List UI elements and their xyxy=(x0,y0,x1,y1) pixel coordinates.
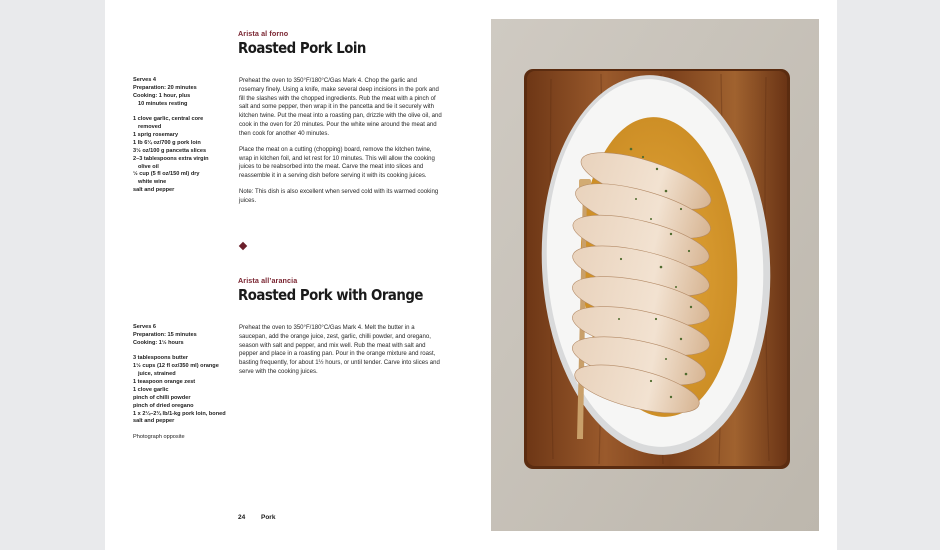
ingredient: juice, strained xyxy=(138,371,176,378)
photo-reference-note: Photograph opposite xyxy=(133,433,185,440)
recipe-2-title: Roasted Pork with Orange xyxy=(238,286,423,304)
ingredient: 2–3 tablespoons extra virgin xyxy=(133,155,209,162)
recipe-2-sidebar xyxy=(133,324,231,442)
recipe-2-ingredients xyxy=(133,355,231,426)
recipe-1-sidebar xyxy=(133,77,231,195)
book-spread xyxy=(105,0,837,550)
recipe-1-title: Roasted Pork Loin xyxy=(238,39,366,57)
ingredient: salt and pepper xyxy=(133,418,175,425)
ingredient: pinch of chilli powder xyxy=(133,394,191,401)
method-paragraph: Preheat the oven to 350°F/180°C/Gas Mark 4. Chop the garlic and rosemary finely. Using a knife, make several deep incisions in the pork and fill the slashes with the chopped ingredients. Rub the meat with a pinch of salt and some pepper, then wrap it in the pancetta and tie it securely with kitchen twine. Put the meat into a roasting pan, drizzle with the olive oil, and cook in the oven for 20 minutes. Pour the white wine around the meat and then cook for another 40 minutes. xyxy=(239,78,442,137)
meta-line: Cooking: 1½ hours xyxy=(133,339,184,346)
ingredient: 3 tablespoons butter xyxy=(133,355,189,362)
ingredient: 1 clove garlic xyxy=(133,386,169,393)
method-paragraph: Place the meat on a cutting (chopping) board, remove the kitchen twine, wrap in kitchen foil, and let rest for 10 minutes. This will allow the cooking juices to be reabsorbed into the meat. Carve the meat into slices and reassemble it in a serving dish before serving it with its cooking juices. xyxy=(239,146,435,179)
ingredient: 1 lb 6¼ oz/700 g pork loin xyxy=(133,139,201,146)
ingredient: 1 sprig rosemary xyxy=(133,131,179,138)
photo-illustration xyxy=(491,19,819,531)
recipe-1-meta xyxy=(133,77,231,109)
meta-line: Serves 6 xyxy=(133,324,157,330)
method-paragraph: Preheat the oven to 350°F/180°C/Gas Mark 4. Melt the butter in a saucepan, add the orange juice, zest, garlic, chilli powder, and oregano, season with salt and pepper, and mix well. Rub the meat with salt and pepper and place in a roasting pan. Pour in the orange mixture and roast, basting frequently, for about 1½ hours, or until tender. Carve into slices and serve with the cooking juices. xyxy=(239,325,440,375)
page-section: Pork xyxy=(261,514,276,521)
recipe-1-method xyxy=(239,77,442,213)
ingredient: 1½ cups (12 fl oz/350 ml) orange xyxy=(133,363,219,370)
ingredient: removed xyxy=(138,124,162,131)
ingredient: salt and pepper xyxy=(133,187,175,194)
ingredient: pinch of dried oregano xyxy=(133,402,194,409)
ingredient: ½ cup (5 fl oz/150 ml) dry xyxy=(133,171,200,178)
meta-line: 10 minutes resting xyxy=(138,100,188,107)
section-divider-diamond-icon xyxy=(239,242,247,250)
ingredient: 1 teaspoon orange zest xyxy=(133,378,196,385)
meta-line: Preparation: 20 minutes xyxy=(133,84,197,91)
page-number: 24 xyxy=(238,514,246,521)
ingredient: 1 clove garlic, central core xyxy=(133,116,204,123)
sliced-pork-loin-photo xyxy=(491,19,819,531)
recipe-2-method xyxy=(239,324,442,384)
meta-line: Cooking: 1 hour, plus xyxy=(133,92,191,99)
recipe-1-ingredients xyxy=(133,116,231,195)
recipe-2-meta xyxy=(133,324,231,348)
recipe-1-kicker: Arista al forno xyxy=(238,29,289,38)
ingredient: olive oil xyxy=(138,163,159,170)
ingredient: 3½ oz/100 g pancetta slices xyxy=(133,147,207,154)
meta-line: Preparation: 15 minutes xyxy=(133,331,197,338)
ingredient: 1 x 2¼–2¾ lb/1-kg pork loin, boned xyxy=(133,410,226,417)
recipe-2-kicker: Arista all’arancia xyxy=(238,276,298,285)
method-paragraph: Note: This dish is also excellent when served cold with its warmed cooking juices. xyxy=(239,189,439,204)
meta-line: Serves 4 xyxy=(133,77,157,83)
ingredient: white wine xyxy=(138,179,167,186)
